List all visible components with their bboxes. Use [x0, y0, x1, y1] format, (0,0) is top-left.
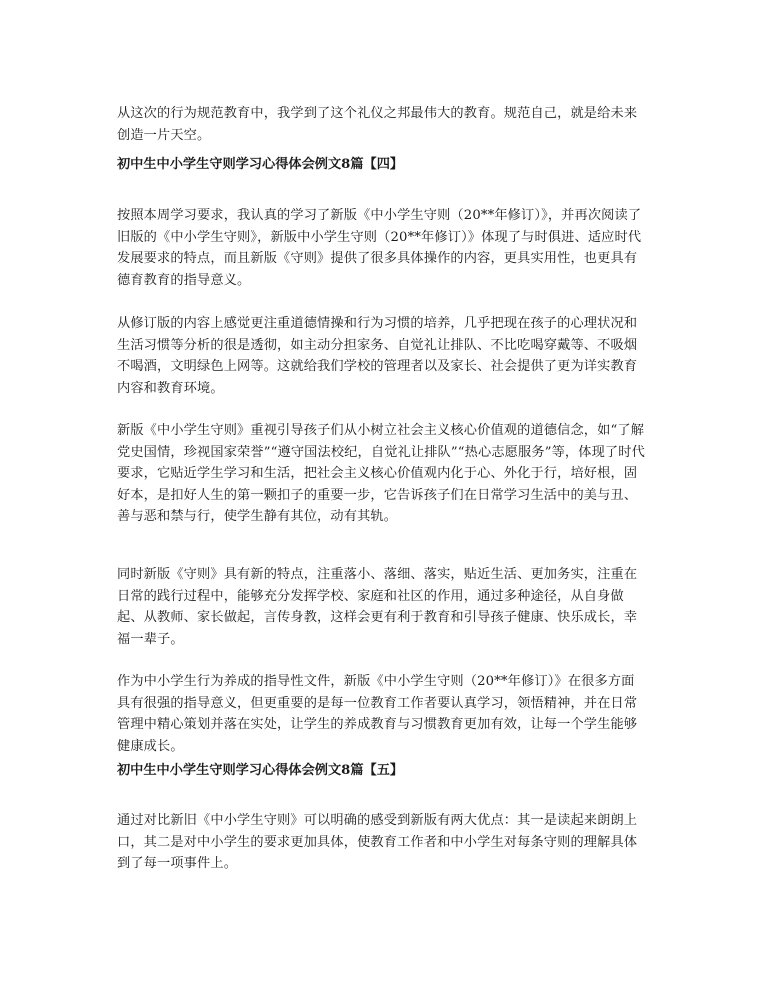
paragraph-guidance-document: 作为中小学生行为养成的指导性文件，新版《中小学生守则（20**年修订）》在很多方面具有很强的指导意义，但更重要的是每一位教育工作者要认真学习，领悟精神，并在日常管理中精心策划并落在实处，让学生的养成教育与习惯教育更加有效，让每一个学生能够健康成长。 [117, 674, 638, 754]
paragraph-comparison: 通过对比新旧《中小学生守则》可以明确的感受到新版有两大优点：其一是读起来朗朗上口，其二是对中小学生的要求更加具体，使教育工作者和中小学生对每条守则的理解具体到了每一项事件上。 [117, 813, 638, 872]
paragraph-intro: 从这次的行为规范教育中，我学到了这个礼仪之邦最伟大的教育。规范自己，就是给未来创造一片天空。 [117, 106, 638, 143]
paragraph-study-requirements: 按照本周学习要求，我认真的学习了新版《中小学生守则（20**年修订）》，并再次阅读了旧版的《中小学生守则》，新版中小学生守则（20**年修订）》体现了与时俱进、适应时代发展要求的特点，而且新版《守则》提供了很多具体操作的内容，更具实用性，也更具有德育教育的指导意义。 [117, 208, 642, 288]
paragraph-revision-content: 从修订版的内容上感觉更注重道德情操和行为习惯的培养，几乎把现在孩子的心理状况和生活习惯等分析的很是透彻，如主动分担家务、自觉礼让排队、不比吃喝穿戴等、不吸烟不喝酒，文明绿色上网等。这就给我们学校的管理者以及家长、社会提供了更为详实教育内容和教育环境。 [117, 316, 638, 396]
paragraph-new-features: 同时新版《守则》具有新的特点，注重落小、落细、落实，贴近生活、更加务实，注重在日常的践行过程中，能够充分发挥学校、家庭和社区的作用，通过多种途径，从自身做起、从教师、家长做起，言传身教，这样会更有利于教育和引导孩子健康、快乐成长，幸福一辈子。 [117, 567, 638, 647]
paragraph-core-values: 新版《中小学生守则》重视引导孩子们从小树立社会主义核心价值观的道德信念，如“了解党史国情，珍视国家荣誉”“遵守国法校纪，自觉礼让排队”“热心志愿服务”等，体现了时代要求，它贴近学生学习和生活，把社会主义核心价值观内化于心、外化于行，培好根，固好本，是扣好人生的第一颗扣子的重要一步，它告诉孩子们在日常学习生活中的美与丑、善与恶和禁与行，使学生静有其位，动有其轨。 [117, 423, 645, 525]
section-heading-4: 初中生中小学生守则学习心得体会例文8篇【四】 [117, 157, 404, 172]
section-heading-5: 初中生中小学生守则学习心得体会例文8篇【五】 [117, 763, 404, 778]
